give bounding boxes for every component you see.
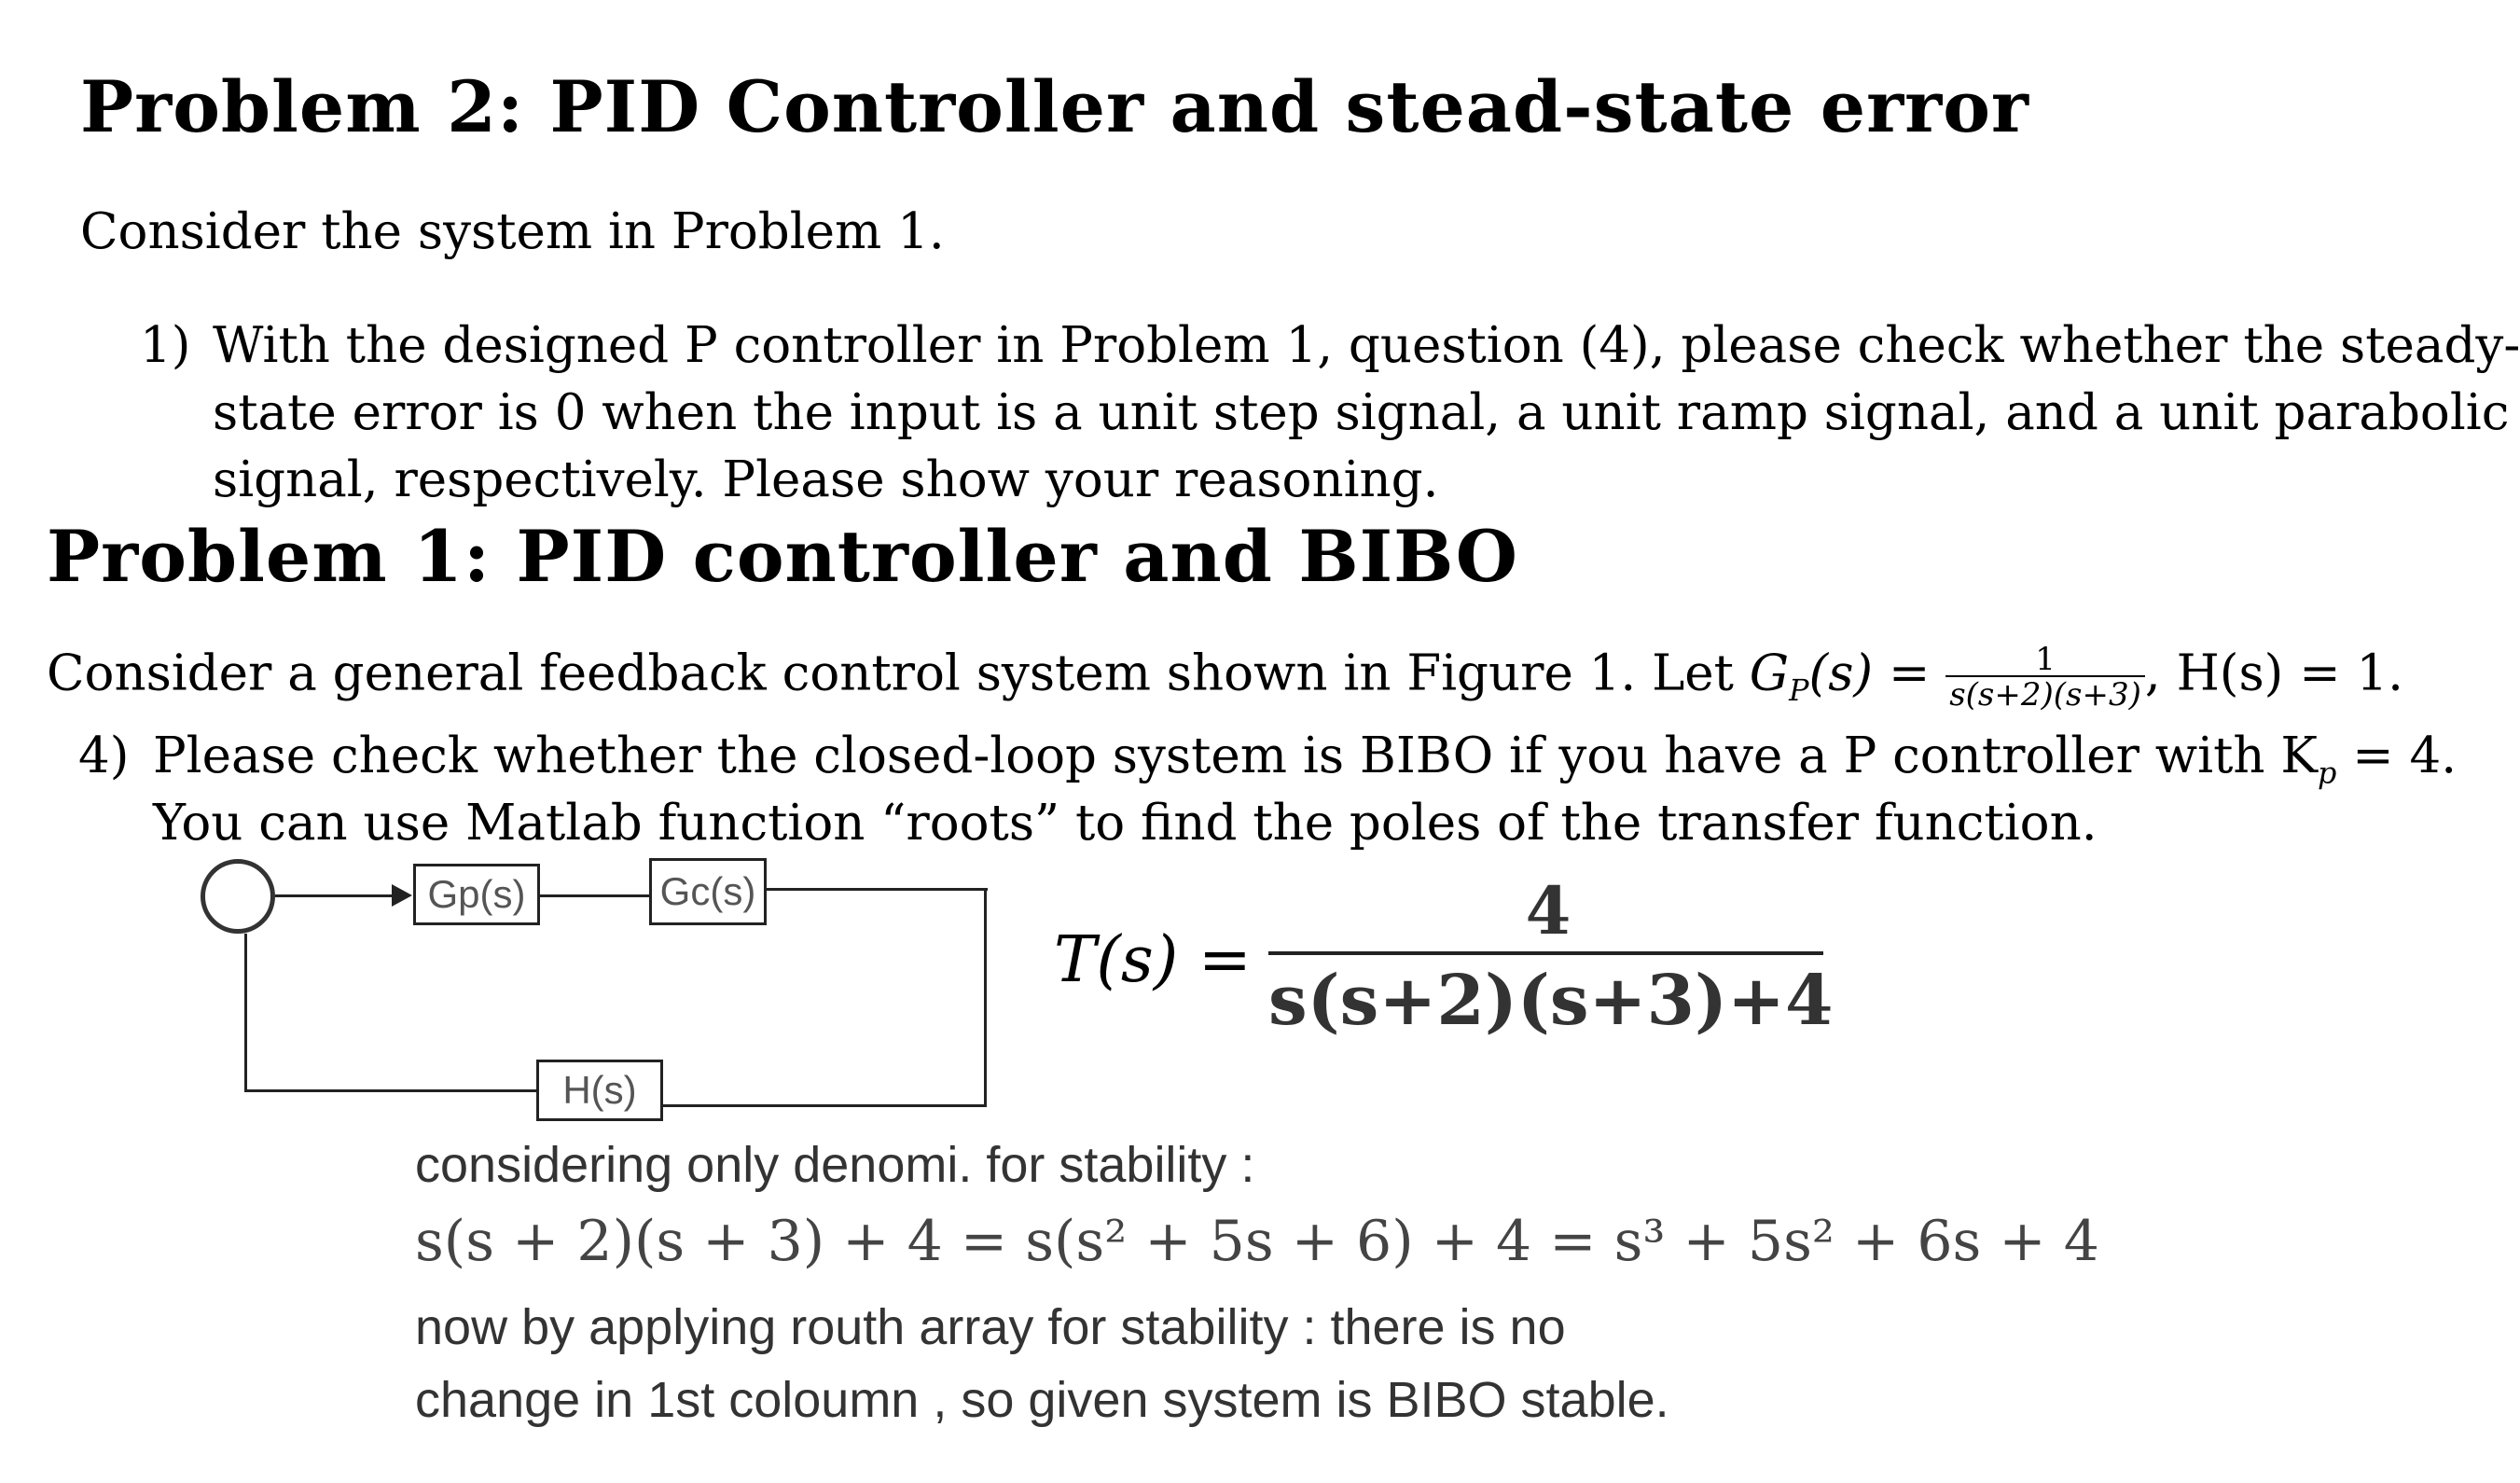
wire-to-h <box>658 1104 987 1107</box>
solution-equation: s(s + 2)(s + 3) + 4 = s(s² + 5s + 6) + 4 = s³ + 5s² + 6s + 4 <box>415 1209 2099 1274</box>
problem1-q4-line1-wrap <box>153 728 2457 791</box>
wire-gp-to-gc <box>537 894 649 897</box>
tf-lhs: T(s) = <box>1054 923 1252 997</box>
h-block: H(s) <box>536 1060 663 1121</box>
gp-symbol: G <box>1749 644 1790 702</box>
wire-left-vertical <box>244 934 247 1092</box>
tf-denominator: s(s+2)(s+3)+4 <box>1268 961 1834 1041</box>
gp-numerator: 1 <box>2035 641 2056 678</box>
problem2-q1-line1: With the designed P controller in Problem 1, question (4), please check whether the steady- <box>213 317 2520 374</box>
gc-block: Gc(s) <box>649 858 767 925</box>
problem2-title: Problem 2: PID Controller and stead-state error <box>80 65 2029 148</box>
arrow-head-icon <box>392 884 412 907</box>
problem2-q1-number: 1) <box>140 317 191 374</box>
gp-fraction <box>1945 641 2145 714</box>
tf-numerator: 4 <box>1525 872 1572 949</box>
summing-junction <box>201 859 275 934</box>
gp-block: Gp(s) <box>413 864 540 925</box>
wire-h-to-left <box>244 1089 536 1092</box>
problem2-q1-line2: state error is 0 when the input is a unit step signal, a unit ramp signal, and a unit parabolic <box>213 384 2510 441</box>
gp-subscript: P <box>1789 673 1809 709</box>
problem1-q4-line1: Please check whether the closed-loop system is BIBO if you have a P controller with K <box>153 728 2319 784</box>
problem2-intro: Consider the system in Problem 1. <box>80 203 945 260</box>
solution-note2: now by applying routh array for stability : there is no <box>415 1299 1566 1355</box>
kp-subscript: p <box>2318 755 2337 791</box>
wire-gc-out <box>764 888 988 891</box>
problem1-intro-text: Consider a general feedback control system shown in Figure 1. Let <box>47 644 1734 702</box>
problem1-q4-number: 4) <box>78 728 130 784</box>
solution-note3: change in 1st coloumn , so given system is BIBO stable. <box>415 1372 1669 1428</box>
problem2-q1-line3: signal, respectively. Please show your reasoning. <box>213 451 1439 508</box>
problem1-q4-line2: You can use Matlab function “roots” to find the poles of the transfer function. <box>153 795 2098 852</box>
tf-fraction-bar <box>1268 951 1823 955</box>
solution-note1: considering only denomi. for stability : <box>415 1137 1255 1193</box>
wire-right-vertical <box>984 888 987 1107</box>
gp-denominator: s(s+2)(s+3) <box>1945 675 2145 711</box>
problem1-intro-line <box>47 641 2404 714</box>
wire-sum-to-gp <box>275 894 396 897</box>
h-equation: , H(s) = 1. <box>2144 644 2404 702</box>
gp-arg: (s) = <box>1808 644 1931 702</box>
problem1-title: Problem 1: PID controller and BIBO <box>47 515 1518 598</box>
kp-value: = 4. <box>2352 728 2458 784</box>
